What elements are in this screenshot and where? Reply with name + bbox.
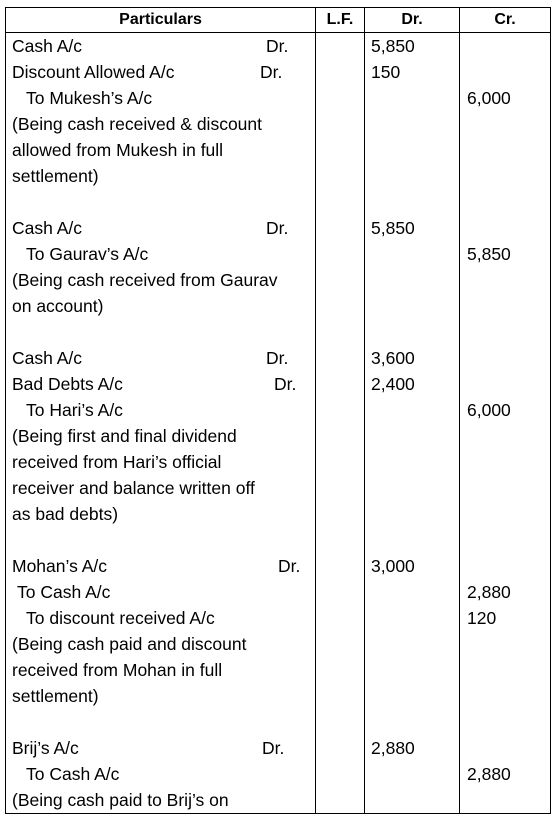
narration-line: as bad debts) (12, 504, 119, 524)
narration-line: (Being cash paid and discount (12, 634, 247, 654)
debit-account-line: Cash A/c (12, 218, 83, 238)
table-top-border (5, 7, 551, 8)
dr-mark: Dr. (274, 374, 297, 394)
dr-mark: Dr. (266, 218, 289, 238)
cr-amount: 5,850 (467, 244, 511, 264)
column-border-cr (459, 8, 460, 814)
narration-line: received from Hari’s official (12, 452, 222, 472)
cr-amount: 2,880 (467, 764, 511, 784)
dr-amount: 2,880 (371, 738, 415, 758)
credit-account-line: To Cash A/c (17, 582, 111, 602)
dr-amount: 150 (371, 62, 401, 82)
credit-account-line: To Hari’s A/c (26, 400, 123, 420)
credit-account-line: To discount received A/c (26, 608, 215, 628)
narration-line: receiver and balance written off (12, 478, 255, 498)
narration-line: received from Mohan in full (12, 660, 223, 680)
narration-line: on account) (12, 296, 104, 316)
dr-amount: 2,400 (371, 374, 415, 394)
column-border-dr (364, 8, 365, 814)
narration-line: settlement) (12, 166, 99, 186)
narration-line: allowed from Mukesh in full (12, 140, 224, 160)
narration-line: (Being cash paid to Brij’s on (12, 790, 229, 810)
debit-account-line: Brij’s A/c (12, 738, 79, 758)
dr-mark: Dr. (266, 36, 289, 56)
dr-mark: Dr. (266, 348, 289, 368)
header-cr: Cr. (494, 11, 516, 28)
debit-account-line: Cash A/c (12, 348, 83, 368)
narration-line: settlement) (12, 686, 99, 706)
debit-account-line: Discount Allowed A/c (12, 62, 175, 82)
dr-amount: 5,850 (371, 36, 415, 56)
column-border-lf (315, 8, 316, 814)
credit-account-line: To Cash A/c (26, 764, 120, 784)
debit-account-line: Mohan’s A/c (12, 556, 108, 576)
cr-amount: 2,880 (467, 582, 511, 602)
cr-amount: 6,000 (467, 400, 511, 420)
header-dr: Dr. (401, 11, 423, 28)
header-lf: L.F. (326, 11, 354, 28)
dr-mark: Dr. (278, 556, 301, 576)
table-bottom-border (5, 813, 551, 814)
cr-amount: 120 (467, 608, 497, 628)
credit-account-line: To Mukesh’s A/c (26, 88, 153, 108)
dr-amount: 3,000 (371, 556, 415, 576)
narration-line: (Being first and final dividend (12, 426, 237, 446)
dr-amount: 3,600 (371, 348, 415, 368)
dr-mark: Dr. (262, 738, 285, 758)
dr-amount: 5,850 (371, 218, 415, 238)
credit-account-line: To Gaurav’s A/c (26, 244, 149, 264)
column-border-left (5, 8, 6, 814)
header-particulars: Particulars (119, 11, 202, 28)
debit-account-line: Cash A/c (12, 36, 83, 56)
narration-line: (Being cash received from Gaurav (12, 270, 278, 290)
column-border-right (550, 8, 551, 814)
narration-line: (Being cash received & discount (12, 114, 262, 134)
debit-account-line: Bad Debts A/c (12, 374, 123, 394)
dr-mark: Dr. (260, 62, 283, 82)
cr-amount: 6,000 (467, 88, 511, 108)
